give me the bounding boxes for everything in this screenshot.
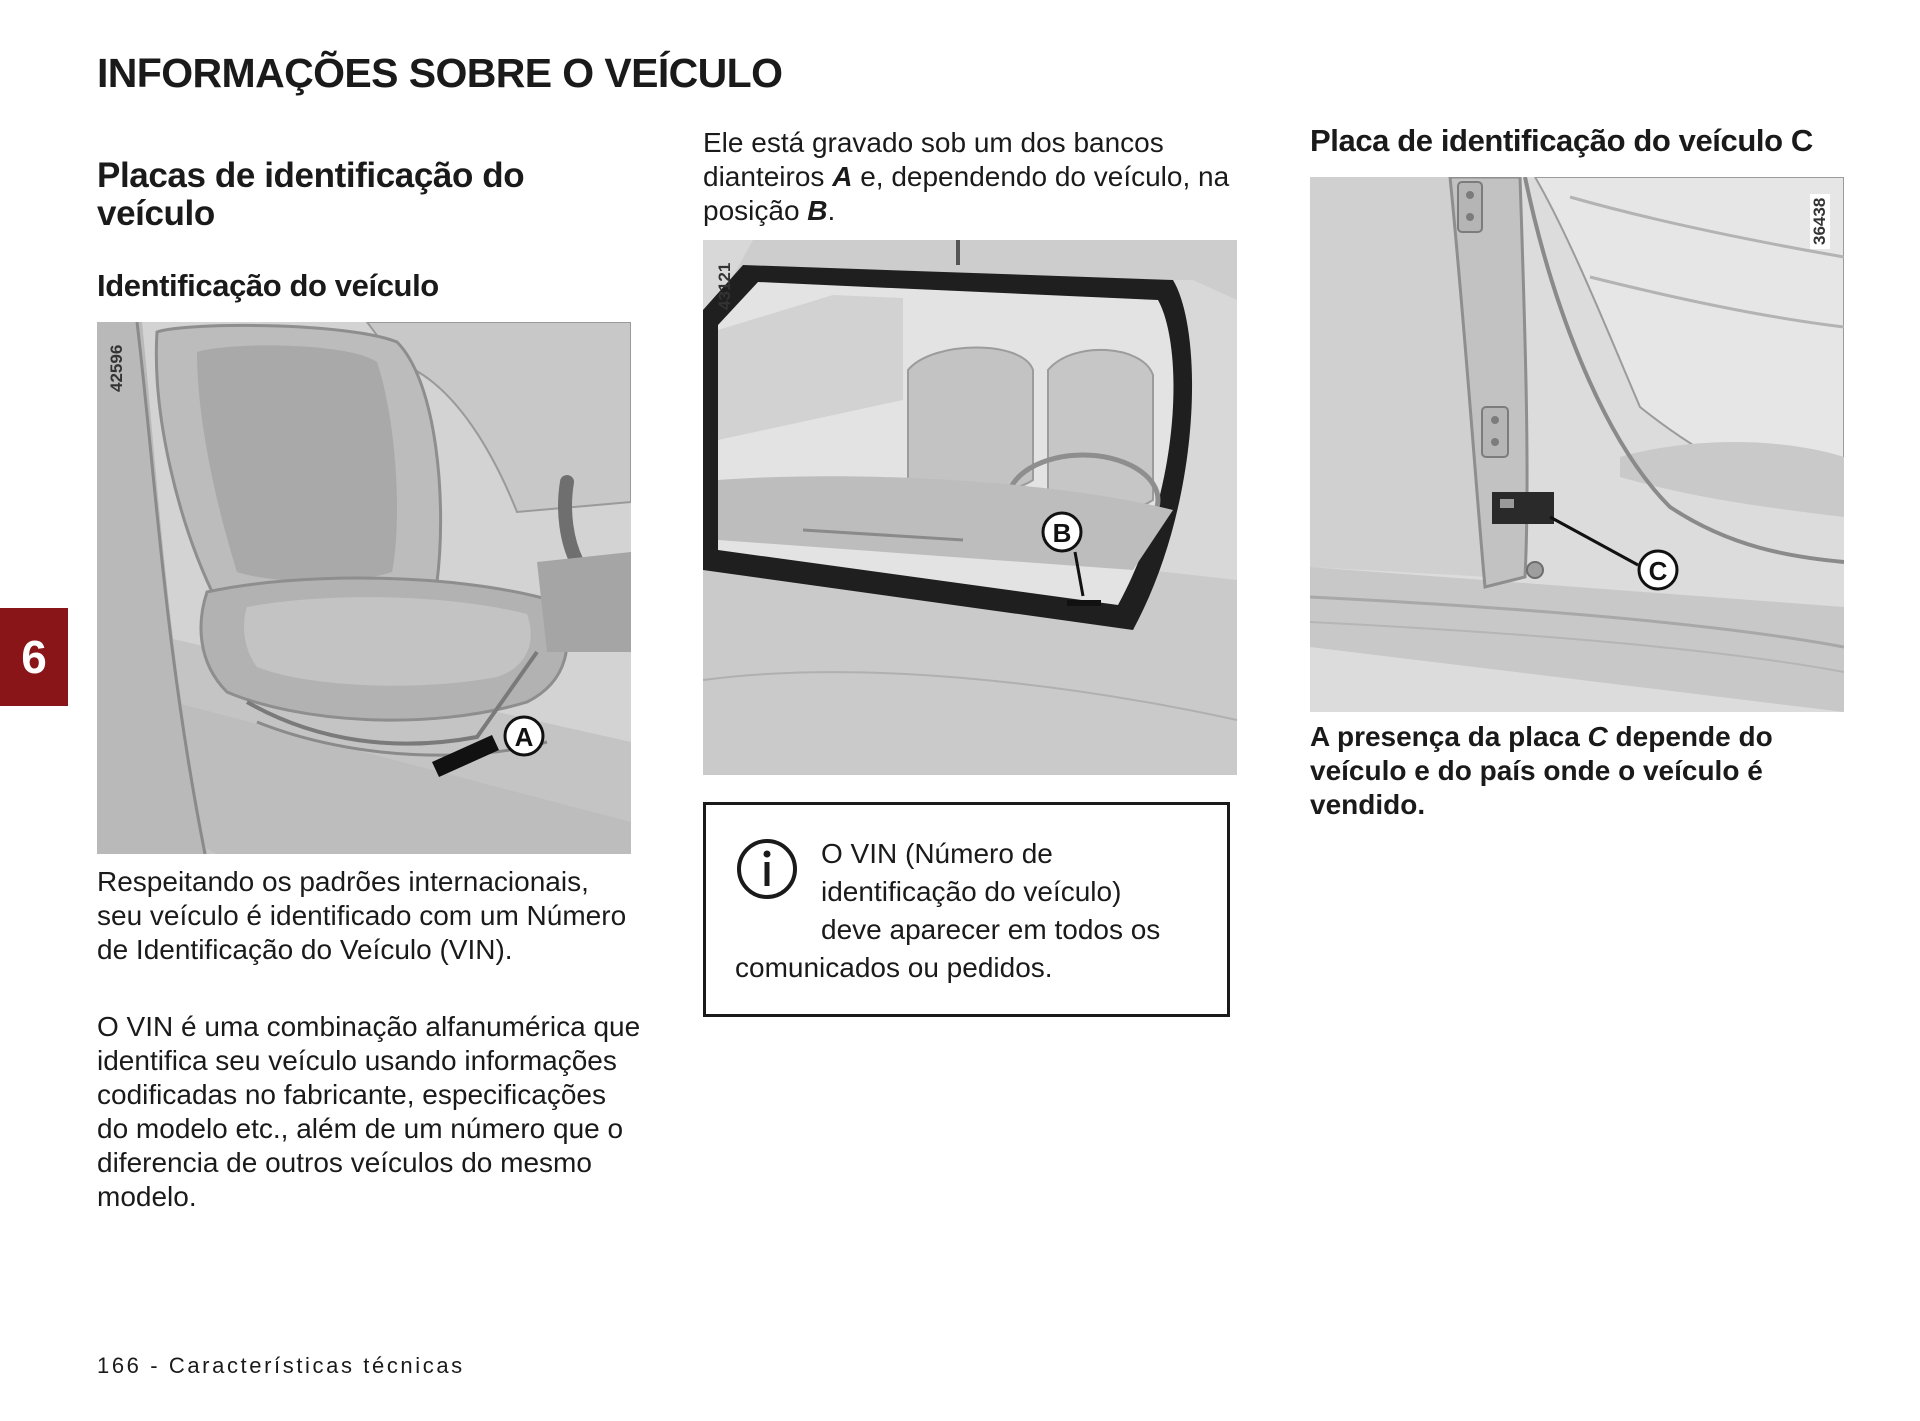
figure-label-b: B — [1052, 518, 1072, 548]
figure-code: 43121 — [715, 262, 734, 310]
page-title: INFORMAÇÕES SOBRE O VEÍCULO — [97, 50, 783, 96]
section-heading: Placa de identificação do veículo C — [1310, 123, 1813, 158]
chapter-tab: 6 — [0, 608, 68, 706]
subsection-heading: Identificação do veículo — [97, 268, 439, 303]
note-line: identificação do veículo) — [821, 876, 1122, 907]
note-line: comunicados ou pedidos. — [735, 952, 1053, 983]
caption: A presença da placa C depende do veículo e do país onde o veículo é vendido. — [1310, 721, 1773, 820]
note-box — [703, 802, 1230, 1017]
windshield-illustration — [703, 240, 1237, 775]
paragraph: O VIN é uma combinação alfanumérica que identifica seu veículo usando informações codificadas no fabricante, especificações do modelo etc., além de um número que o diferencia de outros veículos do mesmo modelo. — [97, 1011, 641, 1212]
inline-label-b: B — [807, 195, 828, 226]
inline-label-c: C — [1587, 721, 1608, 752]
note-line: O VIN (Número de — [821, 838, 1053, 869]
intro-paragraph: Ele está gravado sob um dos bancos dianteiros A e, dependendo do veículo, na posição B. — [703, 127, 1230, 226]
figure-code: 36438 — [1810, 194, 1830, 249]
figure-label-c: C — [1648, 556, 1668, 586]
door-pillar-illustration — [1310, 177, 1844, 712]
inline-label-a: A — [832, 161, 853, 192]
note-line: deve aparecer em todos os — [821, 914, 1161, 945]
note-text — [735, 835, 1207, 987]
page-footer: 166 - Características técnicas — [97, 1353, 465, 1378]
figure-windshield-b — [703, 240, 1237, 775]
seat-illustration — [97, 322, 631, 854]
figure-code: 42596 — [107, 344, 126, 392]
section-heading: Placas de identificação do veículo — [97, 156, 525, 233]
figure-pillar-c — [1310, 177, 1844, 712]
paragraph: Respeitando os padrões internacionais, seu veículo é identificado com um Número de Identificação do Veículo (VIN). — [97, 866, 627, 965]
figure-seat-a — [97, 322, 631, 854]
figure-label-a: A — [514, 722, 534, 752]
